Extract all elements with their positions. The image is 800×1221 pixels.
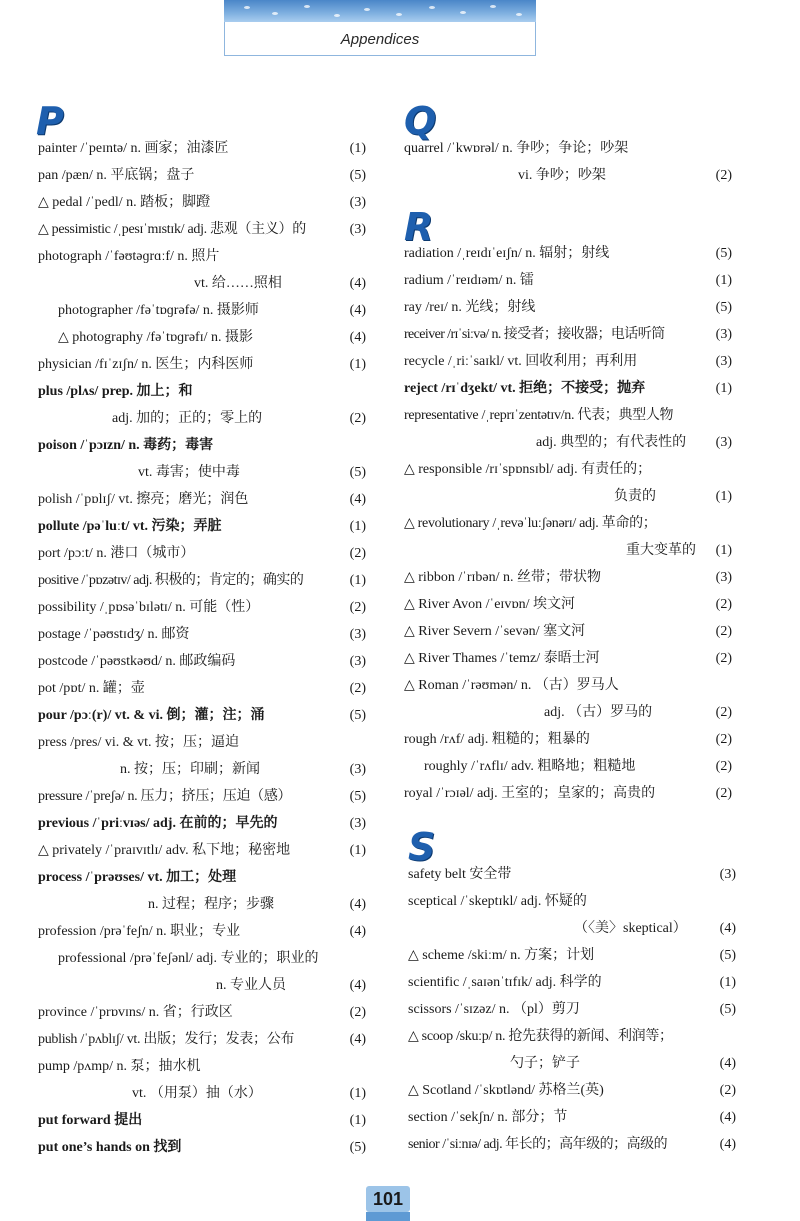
entry-number: (3): [715, 327, 732, 342]
section-letter-q: Q: [404, 99, 437, 143]
entry-number: (4): [719, 921, 736, 936]
entry: △ pedal /ˈpedl/ n. 踏板；脚蹬: [38, 195, 211, 210]
entry: safety belt 安全带: [408, 867, 512, 882]
entry-number: (2): [349, 546, 366, 561]
entry: photograph /ˈfəʊtəɡrɑːf/ n. 照片: [38, 249, 220, 264]
entry-number: (2): [349, 411, 366, 426]
page-header-title: Appendices: [340, 31, 420, 48]
entry: radiation /ˌreɪdɪˈeɪʃn/ n. 辐射；射线: [404, 246, 610, 261]
entry: receiver /rɪˈsiːvə/ n. 接受者；接收器；电话听筒: [404, 327, 665, 342]
entry: △ Scotland /ˈskɒtlənd/ 苏格兰(英): [408, 1083, 604, 1098]
entry: △ revolutionary /ˌrevəˈluːʃənərɪ/ adj. 革命的；: [404, 516, 657, 531]
entry-number: (2): [715, 759, 732, 774]
header-box: [224, 22, 536, 56]
entry: press /pres/ vi. & vt. 按；压；逼迫: [38, 735, 240, 750]
entry-number: (2): [715, 705, 732, 720]
entry-number: (1): [715, 489, 732, 504]
entry-number: (3): [349, 816, 366, 831]
entry-number: (5): [349, 789, 366, 804]
entry-key-word: previous /ˈpriːvɪəs/ adj. 在前的；早先的: [38, 816, 278, 831]
entry-sense: 负责的: [614, 489, 656, 504]
entry: pressure /ˈpreʃə/ n. 压力；挤压；压迫（感）: [38, 789, 292, 804]
entry-number: (4): [719, 1137, 736, 1152]
entry: senior /ˈsiːnɪə/ adj. 年长的；高年级的；高级的: [408, 1137, 668, 1152]
entry-number: (1): [349, 519, 366, 534]
entry-number: (4): [349, 303, 366, 318]
entry-number: (3): [715, 570, 732, 585]
entry: △ River Avon /ˈeɪvɒn/ 埃文河: [404, 597, 576, 612]
entry: △ privately /ˈpraɪvɪtlɪ/ adv. 私下地；秘密地: [38, 843, 291, 858]
entry-number: (2): [719, 1083, 736, 1098]
entry-number: (1): [349, 843, 366, 858]
entry-sense: adj. 典型的；有代表性的: [536, 435, 687, 450]
entry-key-word: reject /rɪˈdʒekt/ vt. 拒绝；不接受；抛弃: [404, 381, 646, 396]
entry: △ pessimistic /ˌpesɪˈmɪstɪk/ adj. 悲观（主义）的: [38, 222, 306, 237]
entry-sense: n. 专业人员: [216, 978, 286, 993]
entry-number: (3): [719, 867, 736, 882]
entry: △ responsible /rɪˈspɒnsɪbl/ adj. 有责任的；: [404, 462, 652, 477]
section-letter-p: P: [36, 99, 64, 143]
header-banner: [224, 0, 536, 22]
entry-key-word: pollute /pəˈluːt/ vt. 污染；弄脏: [38, 519, 222, 534]
entry-key-word: put one’s hands on 找到: [38, 1140, 182, 1155]
entry: sceptical /ˈskeptɪkl/ adj. 怀疑的: [408, 894, 587, 909]
entry: province /ˈprɒvɪns/ n. 省；行政区: [38, 1005, 233, 1020]
entry-number: (1): [349, 357, 366, 372]
entry-number: (2): [715, 168, 732, 183]
entry: port /pɔːt/ n. 港口（城市）: [38, 546, 195, 561]
entry-number: (4): [349, 492, 366, 507]
entry-number: (2): [349, 1005, 366, 1020]
entry: polish /ˈpɒlɪʃ/ vt. 擦亮；磨光；润色: [38, 492, 249, 507]
entry: roughly /ˈrʌflɪ/ adv. 粗略地；粗糙地: [424, 759, 636, 774]
entry-key-word: plus /plʌs/ prep. 加上；和: [38, 384, 193, 399]
entry: △ River Thames /ˈtemz/ 泰晤士河: [404, 651, 600, 666]
entry-sense: n. 按；压；印刷；新闻: [120, 762, 260, 777]
entry-number: (3): [349, 222, 366, 237]
entry-sense: 勺子；铲子: [510, 1056, 580, 1071]
entry-number: (4): [719, 1056, 736, 1071]
section-letter-s: S: [408, 825, 436, 869]
entry: representative /ˌreprɪˈzentətɪv/n. 代表；典型人物: [404, 408, 674, 423]
entry: quarrel /ˈkwɒrəl/ n. 争吵；争论；吵架: [404, 141, 629, 156]
entry: △ Roman /ˈrəʊmən/ n. （古）罗马人: [404, 678, 619, 693]
entry-number: (4): [349, 1032, 366, 1047]
entry: △ ribbon /ˈrɪbən/ n. 丝带；带状物: [404, 570, 602, 585]
entry: postage /ˈpəʊstɪdʒ/ n. 邮资: [38, 627, 190, 642]
entry: possibility /ˌpɒsəˈbɪlətɪ/ n. 可能（性）: [38, 600, 260, 615]
entry-number: (2): [715, 732, 732, 747]
entry-number: (2): [715, 597, 732, 612]
entry-key-word: poison /ˈpɔɪzn/ n. 毒药；毒害: [38, 438, 214, 453]
entry: ray /reɪ/ n. 光线；射线: [404, 300, 536, 315]
entry: pump /pʌmp/ n. 泵；抽水机: [38, 1059, 201, 1074]
entry-number: (4): [719, 1110, 736, 1125]
entry: royal /ˈrɔɪəl/ adj. 王室的；皇家的；高贵的: [404, 786, 656, 801]
entry-sense: vt. 给……照相: [194, 276, 282, 291]
entry-sense: adj. 加的；正的；零上的: [112, 411, 263, 426]
entry-number: (4): [349, 924, 366, 939]
entry-key-word: process /ˈprəʊses/ vt. 加工；处理: [38, 870, 237, 885]
entry-number: (5): [719, 948, 736, 963]
entry: photographer /fəˈtɒɡrəfə/ n. 摄影师: [58, 303, 259, 318]
entry-number: (1): [715, 543, 732, 558]
entry-number: (5): [349, 708, 366, 723]
entry: △ scheme /skiːm/ n. 方案；计划: [408, 948, 595, 963]
entry-number: (3): [349, 627, 366, 642]
entry-number: (4): [349, 330, 366, 345]
entry-number: (1): [719, 975, 736, 990]
entry-number: (1): [715, 273, 732, 288]
entry: painter /ˈpeɪntə/ n. 画家；油漆匠: [38, 141, 229, 156]
entry-number: (5): [715, 246, 732, 261]
entry-number: (4): [349, 978, 366, 993]
entry: professional /prəˈfeʃənl/ adj. 专业的；职业的: [58, 951, 319, 966]
entry-sense: n. 过程；程序；步骤: [148, 897, 274, 912]
entry-number: (1): [349, 141, 366, 156]
entry: recycle /ˌriːˈsaɪkl/ vt. 回收利用；再利用: [404, 354, 638, 369]
entry: scientific /ˌsaɪənˈtɪfɪk/ adj. 科学的: [408, 975, 602, 990]
entry-sense: （〈美〉skeptical）: [574, 921, 687, 936]
entry: rough /rʌf/ adj. 粗糙的；粗暴的: [404, 732, 590, 747]
entry-number: (1): [715, 381, 732, 396]
entry-number: (1): [349, 1113, 366, 1128]
entry: physician /fɪˈzɪʃn/ n. 医生；内科医师: [38, 357, 254, 372]
entry-number: (5): [349, 465, 366, 480]
entry-sense: vi. 争吵；吵架: [518, 168, 606, 183]
entry-sense: vt. 毒害；使中毒: [138, 465, 240, 480]
entry: △ photography /fəˈtɒɡrəfɪ/ n. 摄影: [58, 330, 253, 345]
entry-number: (5): [715, 300, 732, 315]
entry-number: (2): [349, 600, 366, 615]
entry: scissors /ˈsɪzəz/ n. （pl）剪刀: [408, 1002, 580, 1017]
entry-number: (4): [349, 897, 366, 912]
entry-sense: 重大变革的: [626, 543, 696, 558]
entry: △ scoop /skuːp/ n. 抢先获得的新闻、利润等；: [408, 1029, 673, 1044]
entry-number: (3): [715, 435, 732, 450]
entry-number: (3): [349, 195, 366, 210]
entry-number: (5): [349, 168, 366, 183]
entry-number: (5): [349, 1140, 366, 1155]
entry: pan /pæn/ n. 平底锅；盘子: [38, 168, 195, 183]
entry-number: (1): [349, 1086, 366, 1101]
section-letter-r: R: [404, 205, 434, 249]
entry-number: (2): [715, 786, 732, 801]
entry-key-word: put forward 提出: [38, 1113, 143, 1128]
entry-number: (3): [349, 762, 366, 777]
entry-number: (3): [715, 354, 732, 369]
entry-number: (2): [715, 651, 732, 666]
entry: profession /prəˈfeʃn/ n. 职业；专业: [38, 924, 241, 939]
entry-number: (1): [349, 573, 366, 588]
entry: positive /ˈpɒzətɪv/ adj. 积极的；肯定的；确实的: [38, 573, 304, 588]
entry: section /ˈsekʃn/ n. 部分；节: [408, 1110, 568, 1125]
entry-number: (2): [349, 681, 366, 696]
entry-number: (5): [719, 1002, 736, 1017]
entry-number: (2): [715, 624, 732, 639]
entry: radium /ˈreɪdɪəm/ n. 镭: [404, 273, 534, 288]
page-number: 101: [366, 1186, 410, 1212]
entry-number: (3): [349, 654, 366, 669]
entry: △ River Severn /ˈsevən/ 塞文河: [404, 624, 586, 639]
entry-key-word: pour /pɔː(r)/ vt. & vi. 倒；灌；注；涌: [38, 708, 265, 723]
entry: publish /ˈpʌblɪʃ/ vt. 出版；发行；发表；公布: [38, 1032, 295, 1047]
entry: postcode /ˈpəʊstkəʊd/ n. 邮政编码: [38, 654, 236, 669]
page-number-tab: [366, 1212, 410, 1221]
entry-sense: vt. （用泵）抽（水）: [132, 1086, 262, 1101]
entry-number: (4): [349, 276, 366, 291]
entry: pot /pɒt/ n. 罐；壶: [38, 681, 145, 696]
entry-sense: adj. （古）罗马的: [544, 705, 653, 720]
